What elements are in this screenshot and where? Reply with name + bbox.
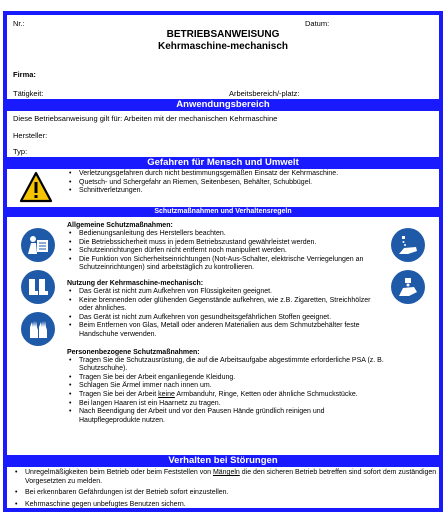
- anwendung-text: Diese Betriebsanweisung gilt für: Arbeiten mit der mechanischen Kehrmaschine: [13, 114, 278, 123]
- nutzung-heading: Nutzung der Kehrmaschine-mechanisch:: [67, 279, 204, 287]
- nr-label: Nr.:: [13, 19, 25, 28]
- gefahren-list-wrap: [67, 170, 437, 196]
- page-title: [7, 29, 439, 53]
- list-item: • Schlagen Sie Ärmel immer nach innen um.: [67, 382, 385, 391]
- safety-gloves-icon: [21, 312, 55, 346]
- taetigkeit-label: Tätigkeit:: [13, 89, 44, 98]
- list-item: • Tragen Sie die Schutzausrüstung, die auf die Arbeitsaufgabe abgestimmte erforderliche PSA (z. B. Schutzschuhe).: [67, 357, 385, 374]
- list-item: • Bei erkennbaren Gefährdungen ist der Betrieb sofort einzustellen.: [13, 489, 437, 498]
- anwendung-heading: Anwendungsbereich: [7, 99, 439, 111]
- wash-hands-icon: [391, 228, 425, 262]
- stoerungen-content: [13, 469, 437, 509]
- typ-label: Typ:: [13, 147, 28, 156]
- subtitle-text: Kehrmaschine-mechanisch: [157, 41, 289, 52]
- read-manual-icon: [21, 228, 55, 262]
- list-item: • Die Betriebssicherheit muss in jedem Betriebszustand gewährleistet werden.: [67, 239, 385, 248]
- title-text: BETRIEBSANWEISUNG: [166, 29, 280, 40]
- list-item: [13, 469, 437, 486]
- stoerung-post: die den sicheren Betrieb betreffen sind sofort dem zuständigen Vorgesetzten zu melden.: [25, 469, 437, 485]
- skin-protection-icon: [391, 270, 425, 304]
- maengeln-link[interactable]: Mängeln: [212, 469, 240, 476]
- operating-instruction-sheet: [3, 11, 443, 512]
- list-item: • Schnittverletzungen.: [67, 187, 437, 196]
- personen-heading: Personenbezogene Schutzmaßnahmen:: [67, 348, 200, 356]
- list-item: • Kehrmaschine gegen unbefugtes Benutzen sichern.: [13, 501, 437, 510]
- gefahren-list: [67, 170, 437, 196]
- schmuck-keine: keine: [158, 390, 175, 398]
- list-item: • Bei langen Haaren ist ein Haarnetz zu tragen.: [67, 400, 385, 409]
- allgemein-list: [67, 230, 385, 273]
- safety-boots-icon: [21, 270, 55, 304]
- hersteller-label: Hersteller:: [13, 131, 48, 140]
- list-item: • Die Funktion von Sicherheitseinrichtungen (Not-Aus-Schalter, elektrische Verriegelungen an Schutzeinrichtungen) sind arbeitstäglich zu kontrollieren.: [67, 256, 385, 273]
- schutz-content: [67, 221, 385, 425]
- list-item: • Keine brennenden oder glühenden Gegenstände aufkehren, wie z.B. Zigaretten, Streichhölzer oder ähnliches.: [67, 297, 385, 314]
- list-item: • Das Gerät ist nicht zum Aufkehren von gesundheitsgefährlichen Stoffen geeignet.: [67, 314, 385, 323]
- firma-label: Firma:: [13, 70, 36, 79]
- stoerung-pre: Unregelmäßigkeiten beim Betrieb oder beim Feststellen von: [25, 469, 213, 476]
- list-item: • Das Gerät ist nicht zum Aufkehren von Flüssigkeiten geeignet.: [67, 288, 385, 297]
- list-item: • Bedienungsanleitung des Herstellers beachten.: [67, 230, 385, 239]
- list-item: • Nach Beendigung der Arbeit und vor den Pausen Hände gründlich reinigen und Hautpflegeprodukte nutzen.: [67, 408, 385, 425]
- personen-list: [67, 357, 385, 426]
- list-item: • Tragen Sie bei der Arbeit enganliegende Kleidung.: [67, 374, 385, 383]
- schmuck-post: Armbanduhr, Ringe, Ketten oder ähnliche Schmuckstücke.: [174, 390, 358, 398]
- gefahren-heading: Gefahren für Mensch und Umwelt: [7, 157, 439, 169]
- schmuck-pre: Tragen Sie bei der Arbeit: [79, 390, 159, 398]
- list-item: • Schutzeinrichtungen dürfen nicht entfernt noch manipuliert werden.: [67, 247, 385, 256]
- schutz-heading: Schutzmaßnahmen und Verhaltensregeln: [7, 207, 439, 217]
- arbeitsbereich-label: Arbeitsbereich/-platz:: [229, 89, 300, 98]
- datum-label: Datum:: [305, 19, 330, 28]
- stoerungen-heading: Verhalten bei Störungen: [7, 455, 439, 467]
- list-item: [67, 391, 385, 400]
- list-item: • Verletzungsgefahren durch nicht bestimmungsgemäßen Einsatz der Kehrmaschine.: [67, 170, 437, 179]
- nutzung-list: [67, 288, 385, 340]
- allgemein-heading: Allgemeine Schutzmaßnahmen:: [67, 222, 173, 229]
- stoerungen-list: [13, 469, 437, 509]
- list-item: • Beim Entfernen von Glas, Metall oder anderen Materialien aus dem Schmutzbehälter feste Handschuhe verwenden.: [67, 322, 385, 339]
- list-item: • Quetsch- und Schergefahr an Riemen, Seitenbesen, Behälter, Schubbügel.: [67, 179, 437, 188]
- warning-triangle-icon: [19, 171, 53, 203]
